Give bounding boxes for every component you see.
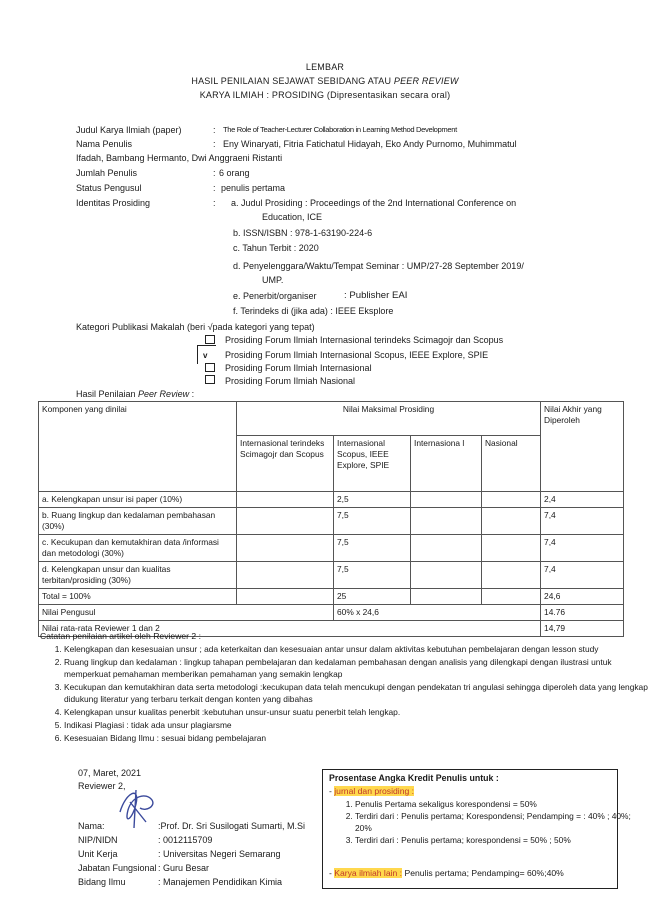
row-b-komponen: b. Ruang lingkup dan kedalaman pembahasan (30%) [39, 508, 237, 535]
table-row [39, 508, 624, 535]
kredit-karya-text: Penulis pertama; Pendamping= 60%;40% [402, 868, 564, 878]
jabatan-label: Jabatan Fungsional [78, 863, 157, 873]
unit-label: Unit Kerja [78, 849, 118, 859]
hasil-title-text: Hasil Penilaian [76, 389, 139, 399]
row-a-intl [411, 492, 482, 508]
nip-value: : 0012115709 [158, 835, 213, 845]
hasil-title [76, 389, 194, 399]
list-item: 1. Penulis Pertama sekaligus korespondensi = 50% [355, 798, 641, 810]
th-sub-scopus: Internasional Scopus, IEEE Explore, SPIE [334, 436, 411, 492]
list-item: 5. Indikasi Plagiasi : tidak ada unsur plagiarsme [64, 719, 649, 731]
row-a-scimago [237, 492, 334, 508]
th-nilai-akhir: Nilai Akhir yang Diperoleh [541, 402, 624, 492]
kategori-option-4-label: Prosiding Forum Ilmiah Nasional [225, 376, 356, 386]
status-value: penulis pertama [221, 183, 286, 193]
check-mark: v [203, 351, 208, 360]
table-row [39, 492, 624, 508]
kategori-option-1-label: Prosiding Forum Ilmiah Internasional terindeks Scimagojr dan Scopus [225, 335, 504, 345]
list-item: 3. Terdiri dari : Penulis pertama; korespondensi = 50% ; 50% [355, 834, 641, 846]
row-d-akhir: 7,4 [541, 562, 624, 589]
row-c-intl [411, 535, 482, 562]
jumlah-colon: : [213, 168, 216, 178]
kredit-jurnal: - jurnal dan prosiding : [329, 786, 415, 796]
row-a-akhir: 2,4 [541, 492, 624, 508]
catatan-title: Catatan penilaian artikel oleh Reviewer 2 : [40, 631, 201, 641]
kategori-option-3[interactable] [205, 362, 215, 372]
table-row-pengusul [39, 605, 624, 621]
rata-label: Nilai rata-rata Reviewer 1 dan 2 [39, 621, 541, 637]
table-header-row [39, 402, 624, 436]
kategori-option-2-label: Prosiding Forum Ilmiah Internasional Scopus, IEEE Explore, SPIE [225, 350, 489, 360]
kategori-option-3-label: Prosiding Forum Ilmiah Internasional [225, 363, 372, 373]
identitas-f: f. Terindeks di (jika ada) : IEEE Eksplore [233, 306, 394, 316]
judul-colon: : [213, 125, 216, 135]
row-d-max: 7,5 [334, 562, 411, 589]
nama-label: Nama: [78, 821, 105, 831]
list-item: 1. Kelengkapan dan kesesuaian unsur ; ada keterkaitan dan kesesuaian antar unsur dalam aktivitas kebutuhan pembelajaran dengan lesson study [64, 643, 649, 655]
unit-value: : Universitas Negeri Semarang [158, 849, 281, 859]
header-subtitle-italic: PEER REVIEW [393, 76, 459, 86]
header-title: LEMBAR [305, 62, 345, 72]
sign-reviewer: Reviewer 2, [78, 781, 126, 791]
peer-review-table [38, 401, 624, 637]
identitas-c: c. Tahun Terbit : 2020 [233, 243, 319, 253]
identitas-colon: : [213, 198, 216, 208]
th-nilai-maks: Nilai Maksimal Prosiding [237, 402, 541, 436]
row-d-komponen: d. Kelengkapan unsur dan kualitas terbitan/prosiding (30%) [39, 562, 237, 589]
nip-label: NIP/NIDN [78, 835, 118, 845]
sign-date: 07, Maret, 2021 [78, 768, 142, 778]
list-item: 3. Kecukupan dan kemutakhiran data serta metodologi :kecukupan data telah mencukupi dengan pendekatan tri angulasi sehingga diperoleh data yang lengkap didukung literatur yang terbaru terkait dengan konten yang dibahas [64, 681, 649, 705]
penulis-label: Nama Penulis [76, 139, 133, 149]
kategori-title: Kategori Publikasi Makalah (beri √pada kategori yang tepat) [76, 322, 315, 332]
penulis-colon: : [213, 139, 216, 149]
kredit-box [322, 769, 631, 889]
th-sub-internasional: Internasiona l [411, 436, 482, 492]
nama-value: :Prof. Dr. Sri Susilogati Sumarti, M.Si [158, 821, 306, 831]
table-row-total [39, 589, 624, 605]
table-row [39, 535, 624, 562]
row-b-intl [411, 508, 482, 535]
kredit-jurnal-highlight: jurnal dan prosiding : [334, 786, 415, 796]
row-c-komponen: c. Kecukupan dan kemutakhiran data /informasi dan metodologi (30%) [39, 535, 237, 562]
row-d-intl [411, 562, 482, 589]
list-item: 6. Kesesuaian Bidang Ilmu : sesuai bidang pembelajaran [64, 732, 649, 744]
header-subtitle [0, 76, 650, 86]
hasil-title-suffix: : [189, 389, 195, 399]
penulis-value: Eny Winaryati, Fitria Fatichatul Hidayah, Eko Andy Purnomo, Muhimmatul [223, 139, 517, 149]
bidang-value: : Manajemen Pendidikan Kimia [158, 877, 283, 887]
hasil-title-italic: Peer Review [138, 389, 190, 399]
row-d-nas [482, 562, 541, 589]
catatan-list [42, 643, 649, 745]
penulis-value-cont: Ifadah, Bambang Hermanto, Dwi Anggraeni Ristanti [76, 153, 283, 163]
list-item: 2. Terdiri dari : Penulis pertama; Korespondensi; Pendamping = : 40% ; 40%; 20% [355, 810, 641, 834]
jumlah-value: 6 orang [219, 168, 250, 178]
identitas-d: d. Penyelenggara/Waktu/Tempat Seminar : UMP/27-28 September 2019/ [233, 261, 524, 271]
kredit-karya-highlight: Karya ilmiah lain : [334, 868, 403, 878]
status-label: Status Pengusul [76, 183, 142, 193]
bidang-label: Bidang Ilmu [78, 877, 126, 887]
total-scimago [237, 589, 334, 605]
identitas-label: Identitas Prosiding [76, 198, 151, 208]
row-a-max: 2,5 [334, 492, 411, 508]
pengusul-label: Nilai Pengusul [39, 605, 334, 621]
jumlah-label: Jumlah Penulis [76, 168, 138, 178]
row-a-komponen: a. Kelengkapan unsur isi paper (10%) [39, 492, 237, 508]
checkbox-1[interactable] [205, 335, 215, 344]
th-sub-scimago: Internasional terindeks Scimagojr dan Scopus [237, 436, 334, 492]
identitas-b: b. ISSN/ISBN : 978-1-63190-224-6 [233, 228, 373, 238]
row-b-scimago [237, 508, 334, 535]
kredit-karya: - Karya ilmiah lain : Penulis pertama; Pendamping= 60%;40% [329, 868, 564, 878]
kredit-title: Prosentase Angka Kredit Penulis untuk : [329, 773, 499, 783]
header-karya: KARYA ILMIAH : PROSIDING (Dipresentasikan secara oral) [199, 90, 451, 100]
header-subtitle-text: HASIL PENILAIAN SEJAWAT SEBIDANG ATAU [191, 76, 394, 86]
row-c-scimago [237, 535, 334, 562]
th-sub-nasional: Nasional [482, 436, 541, 492]
checkbox-3[interactable] [205, 363, 215, 372]
row-c-nas [482, 535, 541, 562]
total-akhir: 24,6 [541, 589, 624, 605]
identitas-d-cont: UMP. [262, 275, 284, 285]
identitas-e-value: : Publisher EAI [344, 290, 408, 301]
row-a-nas [482, 492, 541, 508]
rata-value: 14,79 [541, 621, 624, 637]
pengusul-value: 14.76 [541, 605, 624, 621]
table-row [39, 562, 624, 589]
status-colon: : [213, 183, 216, 193]
row-b-nas [482, 508, 541, 535]
identitas-a-cont: Education, ICE [262, 212, 323, 222]
total-label: Total = 100% [39, 589, 237, 605]
identitas-a: a. Judul Prosiding : Proceedings of the 2nd International Conference on [231, 198, 517, 208]
row-c-max: 7,5 [334, 535, 411, 562]
signature-image [106, 782, 166, 832]
row-d-scimago [237, 562, 334, 589]
list-item: 2. Ruang lingkup dan kedalaman : lingkup tahapan pembelajaran dan kedalaman pembahasan dengan analisis yang dilengkapi dengan ilustrasi untuk memperkuat pemahaman memberikan pemahaman yang semakin lengkap [64, 656, 649, 680]
identitas-e-label: e. Penerbit/organiser [233, 291, 317, 301]
checkbox-4[interactable] [205, 375, 215, 384]
total-max: 25 [334, 589, 411, 605]
th-komponen: Komponen yang dinilai [39, 402, 237, 492]
pengusul-formula: 60% x 24,6 [334, 605, 541, 621]
row-b-max: 7,5 [334, 508, 411, 535]
list-item: 4. Kelengkapan unsur kualitas penerbit :kebutuhan unsur-unsur suatu penerbit telah lengkap. [64, 706, 649, 718]
row-c-akhir: 7,4 [541, 535, 624, 562]
total-nas [482, 589, 541, 605]
kredit-list [323, 798, 641, 846]
total-intl [411, 589, 482, 605]
kategori-option-4[interactable] [205, 374, 215, 384]
judul-value: The Role of Teacher-Lecturer Collaboration in Learning Method Development [223, 125, 457, 134]
row-b-akhir: 7,4 [541, 508, 624, 535]
kategori-option-1[interactable] [205, 334, 215, 344]
jabatan-value: : Guru Besar [158, 863, 210, 873]
judul-label: Judul Karya Ilmiah (paper) [76, 125, 182, 135]
